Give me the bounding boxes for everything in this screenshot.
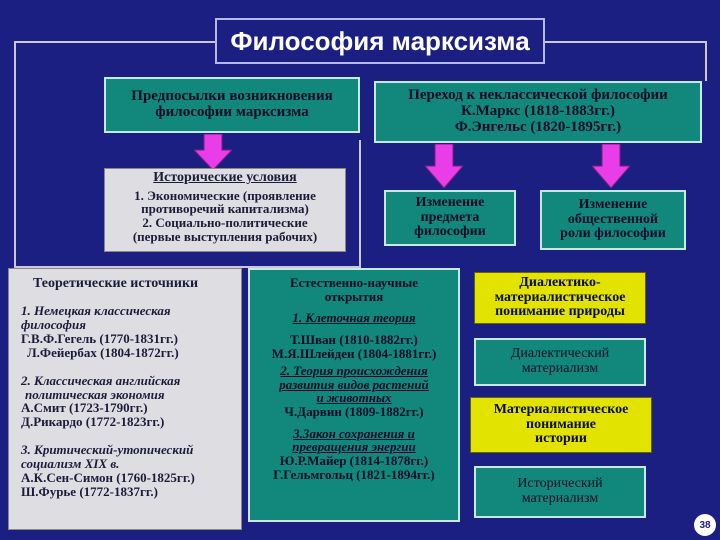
arrow-down-icon [194, 134, 232, 170]
theoretical-g3-line2: Ш.Фурье (1772-1837гг.) [21, 483, 158, 499]
theoretical-sources-box [8, 268, 242, 530]
change-role-line2: общественной [567, 211, 659, 227]
ns-d2-title2: развития видов растений [279, 376, 429, 392]
theoretical-g1-line2: Л.Фейербах (1804-1872гг.) [27, 344, 179, 360]
change-role-line1: Изменение [578, 196, 648, 212]
theoretical-content [9, 269, 204, 499]
historical-line1: 1. Экономические (проявление [134, 187, 316, 203]
materialist-history-box [470, 397, 652, 453]
dialectical-materialism-line2: материализм [521, 361, 599, 376]
historical-line4: (первые выступления рабочих) [132, 228, 318, 244]
theoretical-g3-title2: социализм XIX в. [21, 456, 120, 472]
transition-line3: Ф.Энгельс (1820-1895гг.) [454, 118, 622, 135]
historical-line3: 2. Социально-политические [142, 214, 308, 230]
transition-line2: К.Маркс (1818-1883гг.) [461, 103, 615, 120]
change-role-box [540, 190, 686, 250]
theoretical-g2-line1: А.Смит (1723-1790гг.) [21, 400, 148, 416]
theoretical-g3-title1: 3. Критический-утопический [21, 442, 194, 458]
connector-right-vertical [705, 41, 707, 81]
historical-materialism-line1: Исторический [517, 476, 603, 492]
transition-line1: Переход к неклассической философии [408, 87, 668, 104]
prerequisites-box [104, 77, 360, 133]
theoretical-g3-line1: А.К.Сен-Симон (1760-1825гг.) [21, 470, 195, 486]
dialectical-materialism-box [474, 338, 646, 386]
dialectical-materialism-line1: Диалектический [510, 346, 610, 362]
ns-heading2: открытия [324, 288, 384, 304]
ns-d1-title: 1. Клеточная теория [292, 310, 416, 326]
connector-left-vertical [14, 41, 16, 266]
ns-d2-title3: и животных [316, 390, 392, 406]
change-subject-line2: предмета [420, 209, 480, 225]
materialist-history-line1: Материалистическое [493, 401, 629, 417]
historical-conditions-box [104, 168, 346, 252]
ns-d3-title2: превращения энергии [292, 439, 416, 455]
dialectical-understanding-box [474, 272, 646, 324]
historical-line2: противоречий капитализма) [141, 201, 309, 217]
dialectical-understanding-line3: понимание природы [495, 304, 625, 320]
theoretical-g1-line1: Г.В.Ф.Гегель (1770-1831гг.) [21, 330, 178, 346]
ns-d1-line1: Т.Шван (1810-1882гг.) [290, 331, 418, 347]
theoretical-g2-line2: Д.Рикардо (1772-1823гг.) [21, 414, 165, 430]
arrow-down-icon [592, 144, 630, 188]
historical-materialism-box [474, 466, 646, 518]
page-number: 38 [694, 514, 716, 536]
ns-d3-title1: 3.Закон сохранения и [293, 425, 415, 441]
change-subject-line1: Изменение [415, 194, 485, 210]
dialectical-understanding-line1: Диалектико- [519, 274, 601, 290]
natural-science-box [248, 268, 460, 522]
materialist-history-line3: истории [535, 431, 587, 447]
ns-d3-line2: Г.Гельмгольц (1821-1894гг.) [273, 466, 435, 482]
connector-center-vertical [359, 140, 361, 268]
connector-title-right [545, 41, 707, 43]
dialectical-understanding-line2: материалистическое [494, 289, 626, 305]
prerequisites-line1: Предпосылки возникновения [131, 88, 333, 105]
theoretical-g1-title2: философия [21, 316, 86, 332]
transition-box [374, 81, 702, 143]
change-subject-box [384, 190, 516, 246]
ns-d2-line1: Ч.Дарвин (1809-1882гг.) [284, 404, 424, 420]
prerequisites-line2: философии марксизма [155, 104, 309, 120]
historical-materialism-line2: материализм [521, 491, 599, 506]
theoretical-heading: Теоретические источники [33, 276, 199, 291]
change-role-line3: роли философии [560, 226, 666, 242]
materialist-history-line2: понимание [526, 416, 596, 432]
theoretical-g1-title1: 1. Немецкая классическая [21, 302, 171, 318]
theoretical-g2-title1: 2. Классическая английская [21, 372, 181, 388]
change-subject-line3: философии [414, 224, 486, 240]
ns-d2-title1: 2. Теория происхождения [280, 363, 428, 379]
historical-heading: Исторические условия [153, 170, 297, 185]
theoretical-g2-title2: политическая экономия [25, 386, 165, 402]
ns-d3-line1: Ю.Р.Майер (1814-1878гг.) [279, 453, 429, 469]
connector-title-left [14, 41, 215, 43]
ns-heading1: Естественно-научные [289, 275, 419, 290]
ns-d1-line2: М.Я.Шлейден (1804-1881гг.) [271, 345, 437, 361]
page-title: Философия марксизма [215, 18, 545, 64]
arrow-down-icon [425, 144, 463, 188]
